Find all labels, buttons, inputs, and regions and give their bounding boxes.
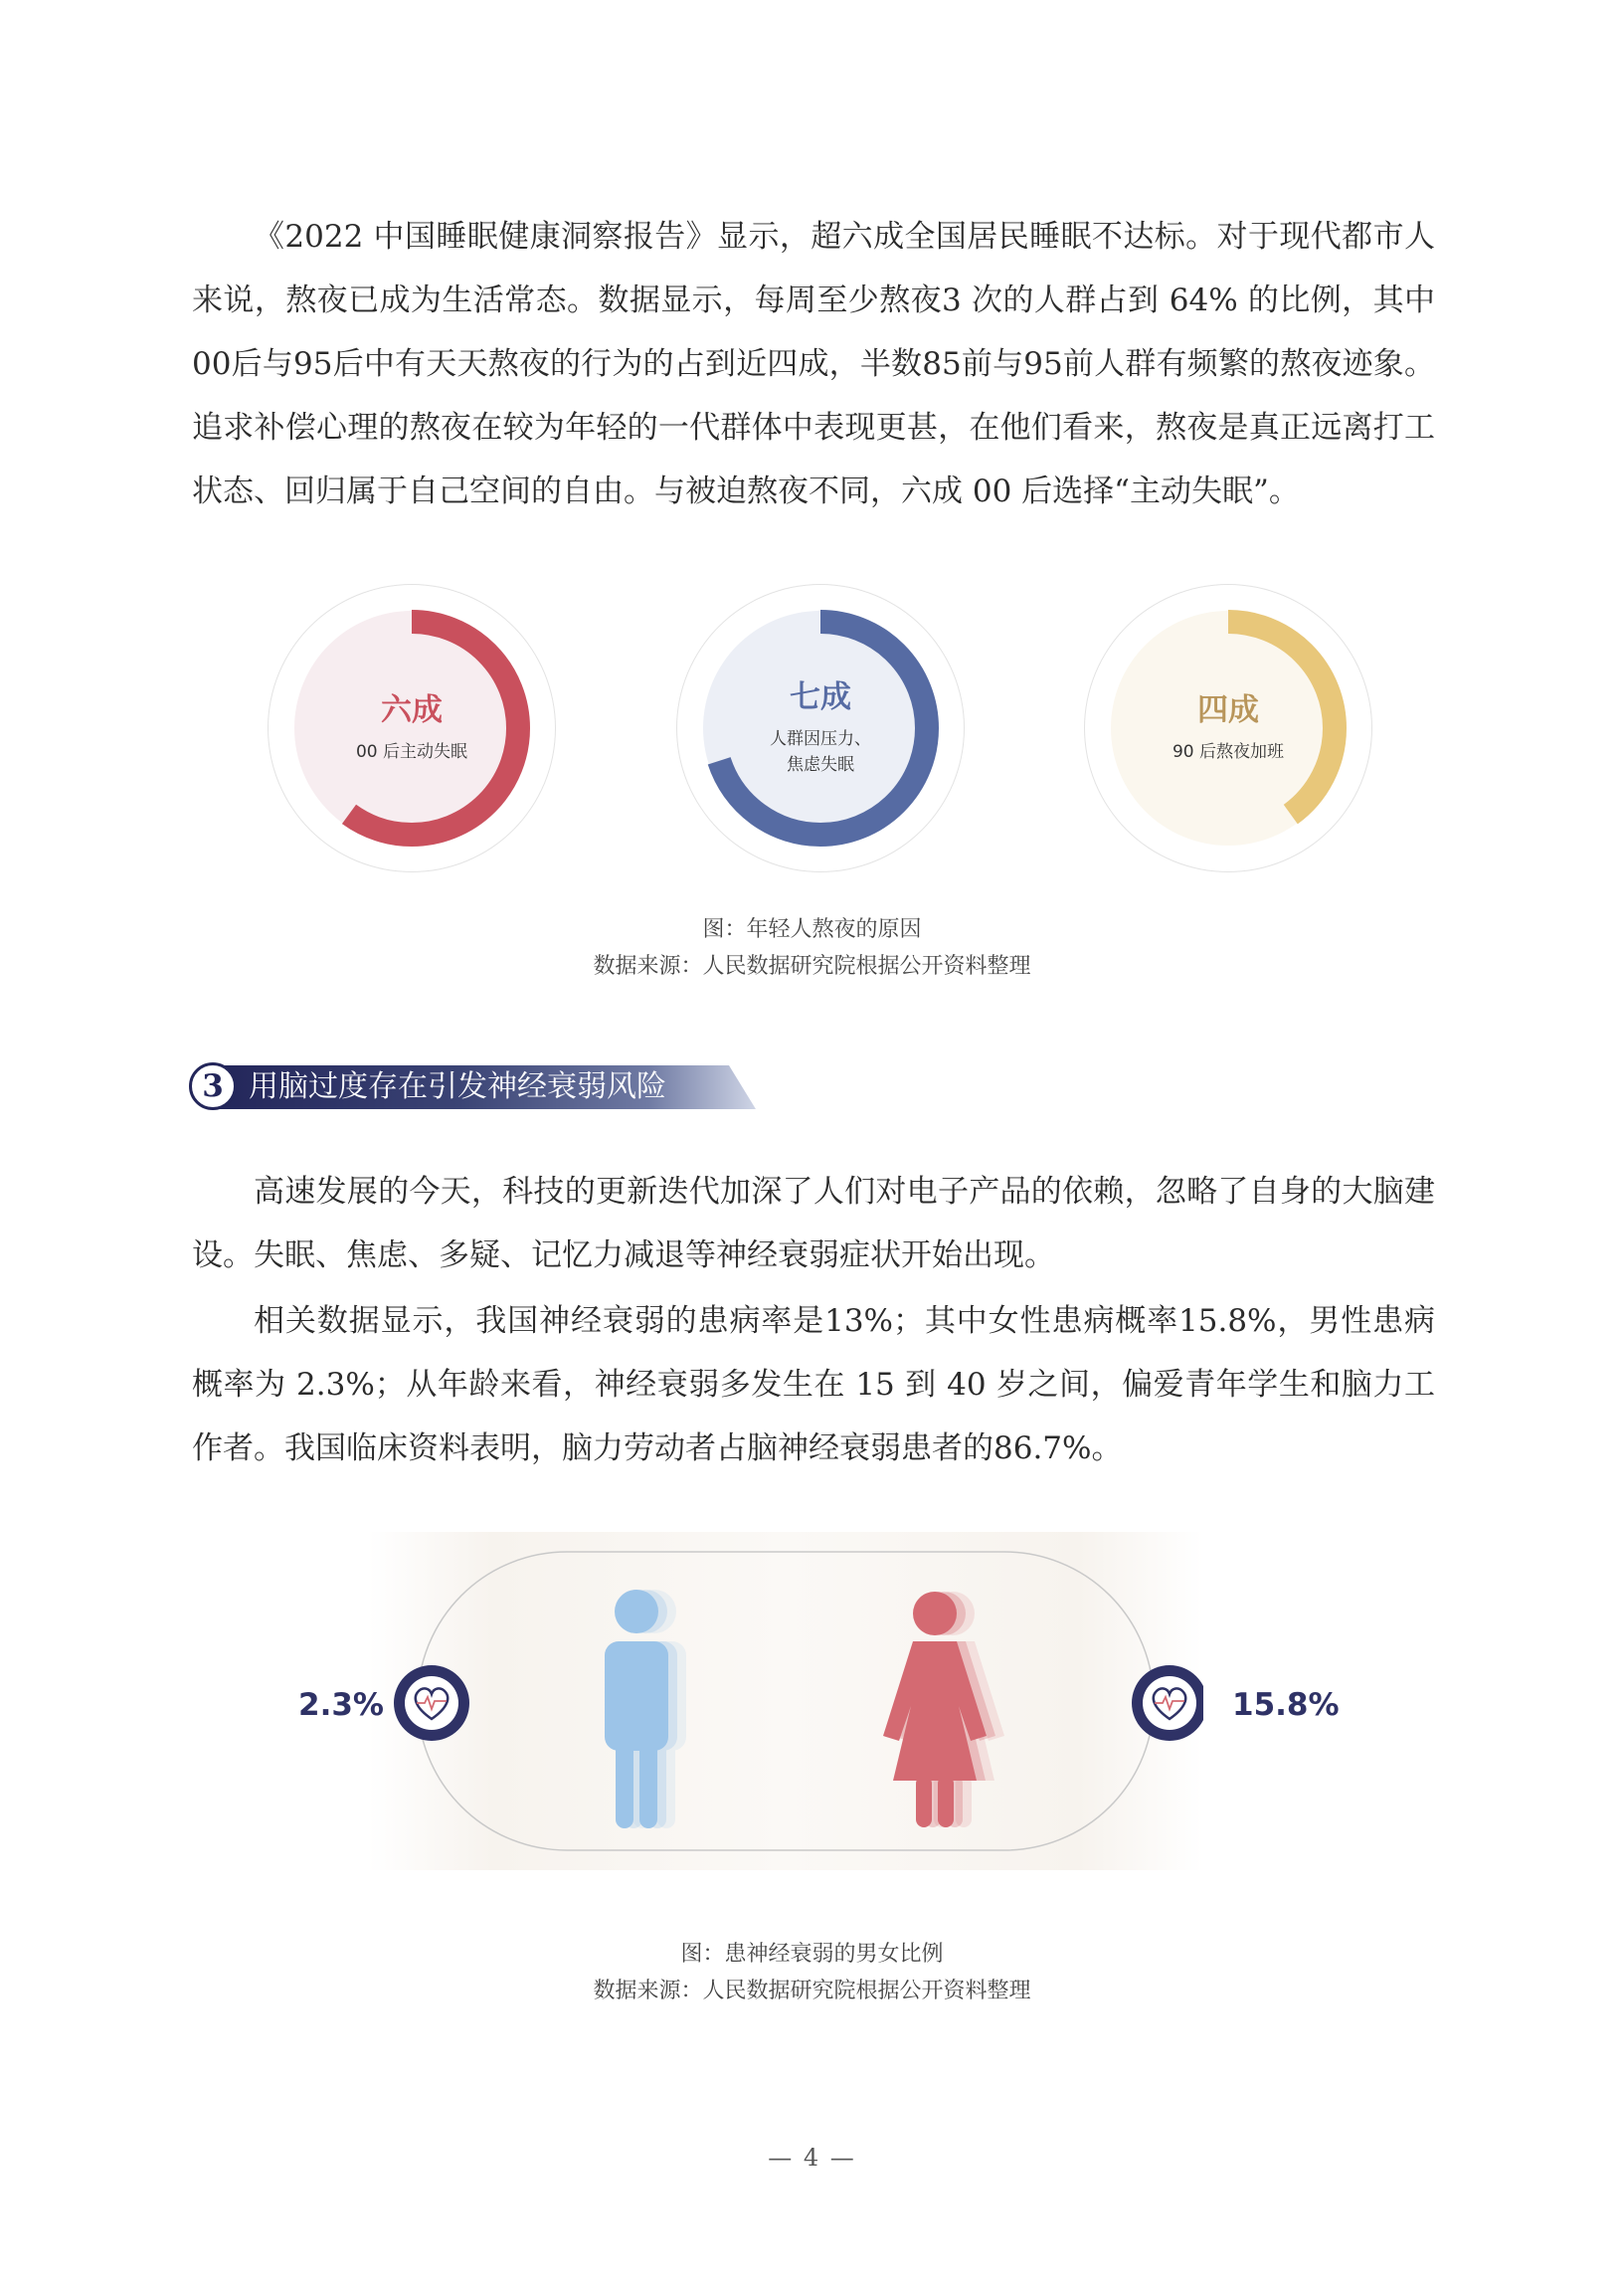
donut-label-line: 90 后熬夜加班 [1172, 741, 1285, 762]
donut-value: 七成 [790, 678, 851, 715]
donut-chart-post90-overtime [1085, 585, 1371, 871]
male-percentage: 2.3% [298, 1687, 384, 1723]
caption-source: 数据来源：人民数据研究院根据公开资料整理 [593, 1979, 1031, 2003]
page-number: — 4 — [768, 2144, 856, 2172]
figure-caption-2 [0, 1936, 1624, 2009]
caption-title: 图：年轻人熬夜的原因 [702, 917, 922, 942]
paragraph-sleep-report: 《2022 中国睡眠健康洞察报告》显示，超六成全国居民睡眠不达标。对于现代都市人来说，熬夜已成为生活常态。数据显示，每周至少熬夜3 次的人群占到 64% 的比例，其中00后与95后中有天天熬夜的行为的占到近四成，半数85前与95前人群有频繁的熬夜迹象。追求补偿心理的熬夜在较为年轻的一代群体中表现更甚，在他们看来，熬夜是真正远离打工状态、回归属于自己空间的自由。与被迫熬夜不同，六成 00 后选择“主动失眠”。 [192, 219, 1435, 509]
paragraph-neurasthenia-stats: 相关数据显示，我国神经衰弱的患病率是13%；其中女性患病概率15.8%，男性患病概率为 2.3%；从年龄来看，神经衰弱多发生在 15 到 40 岁之间，偏爱青年学生和脑力工作者。我国临床资料表明，脑力劳动者占脑神经衰弱患者的86.7%。 [192, 1303, 1435, 1466]
gender-ratio-figure [368, 1532, 1203, 1870]
donut-label-line: 焦虑失眠 [787, 754, 854, 775]
section-heading [189, 1062, 766, 1112]
caption-source: 数据来源：人民数据研究院根据公开资料整理 [593, 954, 1031, 979]
donut-label-line: 00 后主动失眠 [355, 741, 468, 762]
caption-title: 图：患神经衰弱的男女比例 [680, 1942, 944, 1967]
donut-value: 四成 [1197, 691, 1259, 728]
donut-chart-post00-active-insomnia [269, 585, 555, 871]
female-percentage: 15.8% [1232, 1687, 1340, 1723]
section-number-badge: 3 [189, 1062, 237, 1110]
donut-label-line: 人群因压力、 [770, 728, 871, 749]
donut-label [770, 726, 871, 778]
section-title: 用脑过度存在引发神经衰弱风险 [249, 1069, 666, 1104]
figure-caption-1 [0, 911, 1624, 985]
donut-label [356, 739, 467, 765]
donut-value: 六成 [381, 691, 443, 728]
paragraph-brain-overuse: 高速发展的今天，科技的更新迭代加深了人们对电子产品的依赖，忽略了自身的大脑建设。失眠、焦虑、多疑、记忆力减退等神经衰弱症状开始出现。 [192, 1174, 1435, 1273]
donut-label [1173, 739, 1284, 765]
figure-background [368, 1532, 1203, 1870]
donut-chart-stress-anxiety-insomnia [677, 585, 964, 871]
heart-badge-left [394, 1665, 469, 1741]
